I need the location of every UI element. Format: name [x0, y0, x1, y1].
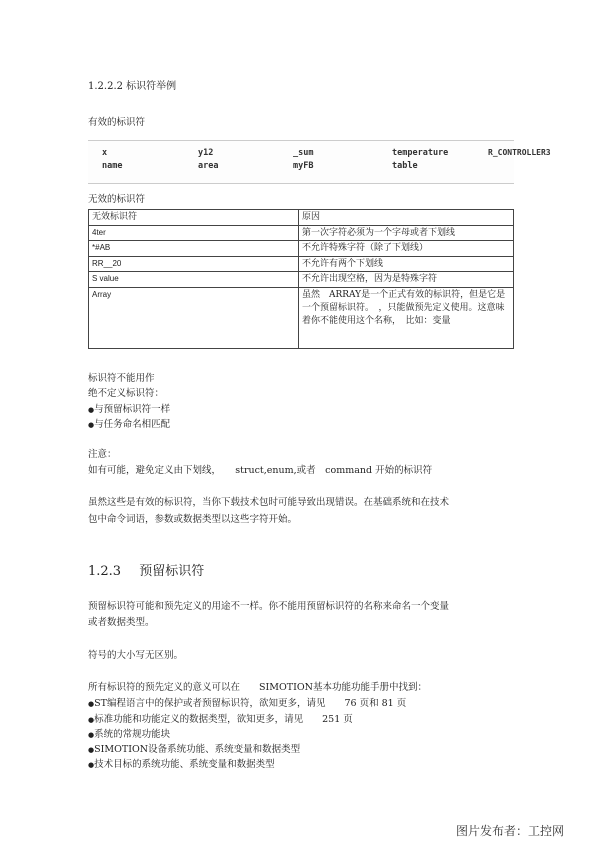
code-example-box [88, 140, 551, 184]
bullet-icon: ● [88, 406, 95, 414]
list-item: ●标准功能和功能定义的数据类型，欲知更多，请见 251 页 [88, 714, 353, 725]
table-header-cell: 原因 [299, 210, 514, 226]
table-cell-identifier: *#AB [89, 241, 299, 257]
paragraph-line: 虽然这些是有效的标识符，当你下载技术包时可能导致出现错误。在基础系统和在技术 [88, 497, 450, 508]
bullet-icon: ● [88, 700, 95, 708]
section-heading-1222: 1.2.2.2 标识符举例 [88, 81, 177, 92]
paragraph-line: 或者数据类型。 [88, 617, 155, 628]
heading-number: 1.2.3 [88, 564, 122, 579]
code-token: x [102, 148, 108, 158]
code-token: name [102, 161, 123, 171]
case-note: 符号的大小写无区别。 [88, 650, 184, 661]
table-cell-reason: 虽然 ARRAY是一个正式有效的标识符，但是它是一个预留标识符。 ，只能做预先定义使用。这意味着你不能使用这个名称， 比如：变量 [299, 287, 514, 348]
cannot-use-title: 标识符不能用作 [88, 373, 155, 384]
table-row [89, 256, 514, 272]
code-token: temperature [392, 148, 449, 158]
code-token: _sum [293, 148, 314, 158]
table-cell-identifier: RR__20 [89, 256, 299, 272]
undefined-ids-line: 绝不定义标识符： [88, 388, 165, 399]
invalid-identifiers-table [88, 209, 514, 349]
note-label: 注意： [88, 449, 117, 460]
list-item: ●与任务命名相匹配 [88, 419, 171, 430]
table-row [89, 287, 514, 348]
code-token: y12 [198, 148, 214, 158]
table-row [89, 241, 514, 257]
bullet-icon: ● [88, 716, 95, 724]
table-row [89, 272, 514, 288]
table-row [89, 225, 514, 241]
valid-identifiers-caption: 有效的标识符 [88, 117, 146, 128]
list-item: ●ST编程语言中的保护或者预留标识符，欲知更多，请见 76 页和 81 页 [88, 698, 407, 709]
paragraph-line: 预留标识符可能和预先定义的用途不一样。你不能用预留标识符的名称来命名一个变量 [88, 601, 450, 612]
code-token: area [198, 161, 219, 171]
bullet-icon: ● [88, 731, 95, 739]
bullet-icon: ● [88, 761, 95, 769]
table-cell-identifier: Array [89, 287, 299, 348]
code-token: R_CONTROLLER3 [488, 148, 551, 157]
heading-text: 预留标识符 [139, 564, 205, 579]
watermark: 图片发布者：工控网 [456, 824, 565, 838]
all-ids-line: 所有标识符的预先定义的意义可以在 SIMOTION基本功能功能手册中找到： [88, 682, 427, 693]
bullet-icon: ● [88, 421, 95, 429]
table-cell-reason: 不允许有两个下划线 [299, 256, 514, 272]
table-cell-reason: 不允许出现空格，因为是特殊字符 [299, 272, 514, 288]
paragraph-line: 包中命令词语，参数或数据类型以这些字符开始。 [88, 514, 298, 525]
list-item: ●系统的常规功能块 [88, 729, 171, 740]
note-text: 如有可能，避免定义由下划线， struct,enum,或者 command 开始的标识符 [88, 465, 433, 476]
table-header-cell: 无效标识符 [89, 210, 299, 226]
table-cell-identifier: 4ter [89, 225, 299, 241]
list-item: ●SIMOTION设备系统功能、系统变量和数据类型 [88, 744, 301, 755]
list-item: ●与预留标识符一样 [88, 404, 171, 415]
table-cell-identifier: S value [89, 272, 299, 288]
table-cell-reason: 不允许特殊字符（除了下划线） [299, 241, 514, 257]
code-token: table [392, 161, 418, 171]
section-heading-123 [88, 565, 204, 578]
list-item: ●技术目标的系统功能、系统变量和数据类型 [88, 759, 275, 770]
invalid-identifiers-caption: 无效的标识符 [88, 194, 146, 205]
table-cell-reason: 第一次字符必须为一个字母或者下划线 [299, 225, 514, 241]
table-header-row [89, 210, 514, 226]
bullet-icon: ● [88, 746, 95, 754]
code-token: myFB [293, 161, 314, 171]
